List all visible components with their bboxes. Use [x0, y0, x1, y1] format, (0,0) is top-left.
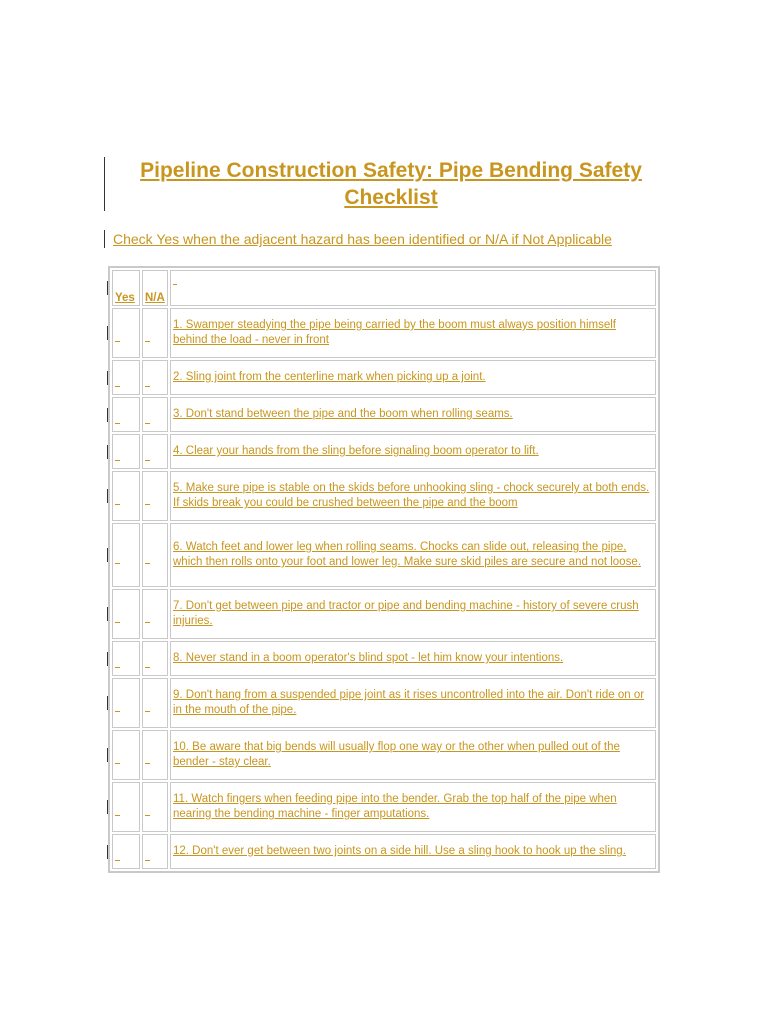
header-item-cell: [170, 270, 656, 306]
checklist-row: [112, 678, 656, 728]
na-checkbox[interactable]: [145, 376, 150, 387]
header-row: [112, 270, 656, 306]
header-item-blank: [173, 274, 177, 285]
na-checkbox[interactable]: [145, 413, 150, 424]
na-checkbox[interactable]: [145, 331, 150, 342]
na-checkbox-cell: [142, 589, 168, 639]
header-yes-cell: [112, 270, 140, 306]
na-checkbox[interactable]: [145, 553, 150, 564]
na-checkbox[interactable]: [145, 850, 150, 861]
header-na-cell: [142, 270, 168, 306]
hazard-item-cell: [170, 834, 656, 869]
na-checkbox[interactable]: [145, 612, 150, 623]
checklist-row: [112, 523, 656, 587]
header-na[interactable]: N/A: [145, 291, 165, 304]
na-checkbox-cell: [142, 471, 168, 521]
checklist-row: [112, 730, 656, 780]
hazard-item-text[interactable]: 10. Be aware that big bends will usually flop one way or the other when pulled out of the bender - stay clear.: [173, 741, 620, 768]
hazard-item-cell: [170, 308, 656, 358]
yes-checkbox[interactable]: [115, 753, 120, 764]
checklist-row: [112, 308, 656, 358]
hazard-item-text[interactable]: 5. Make sure pipe is stable on the skids before unhooking sling - chock securely at both ends. If skids break you could be crushed between the pipe and the boom: [173, 482, 650, 509]
hazard-item-text[interactable]: 6. Watch feet and lower leg when rolling seams. Chocks can slide out, releasing the pipe, which then rolls onto your foot and lower leg. Make sure skid piles are secure and not loose.: [173, 541, 641, 568]
page-title[interactable]: Pipeline Construction Safety: Pipe Bending Safety Checklist: [140, 159, 642, 209]
header-yes[interactable]: Yes: [115, 291, 135, 304]
na-checkbox-cell: [142, 434, 168, 469]
hazard-item-text[interactable]: 1. Swamper steadying the pipe being carried by the boom must always position himself behind the load - never in front: [173, 319, 616, 346]
yes-checkbox-cell: [112, 641, 140, 676]
yes-checkbox-cell: [112, 730, 140, 780]
hazard-item-cell: [170, 589, 656, 639]
checklist-row: [112, 834, 656, 869]
na-checkbox[interactable]: [145, 494, 150, 505]
na-checkbox-cell: [142, 523, 168, 587]
hazard-item-cell: [170, 360, 656, 395]
hazard-item-cell: [170, 471, 656, 521]
hazard-item-cell: [170, 523, 656, 587]
yes-checkbox[interactable]: [115, 413, 120, 424]
hazard-item-text[interactable]: 2. Sling joint from the centerline mark when picking up a joint.: [173, 371, 486, 383]
checklist-table: [108, 266, 660, 873]
title-block: [104, 157, 671, 211]
yes-checkbox-cell: [112, 308, 140, 358]
checklist-row: [112, 434, 656, 469]
yes-checkbox[interactable]: [115, 494, 120, 505]
yes-checkbox[interactable]: [115, 612, 120, 623]
instructions-block: [104, 230, 693, 248]
hazard-item-cell: [170, 434, 656, 469]
na-checkbox[interactable]: [145, 701, 150, 712]
yes-checkbox[interactable]: [115, 805, 120, 816]
hazard-item-text[interactable]: 7. Don't get between pipe and tractor or pipe and bending machine - history of severe crush injuries.: [173, 600, 639, 627]
yes-checkbox[interactable]: [115, 450, 120, 461]
yes-checkbox[interactable]: [115, 850, 120, 861]
yes-checkbox-cell: [112, 523, 140, 587]
yes-checkbox-cell: [112, 782, 140, 832]
hazard-item-cell: [170, 782, 656, 832]
yes-checkbox-cell: [112, 678, 140, 728]
yes-checkbox[interactable]: [115, 657, 120, 668]
checklist-row: [112, 782, 656, 832]
na-checkbox[interactable]: [145, 657, 150, 668]
na-checkbox-cell: [142, 730, 168, 780]
hazard-item-text[interactable]: 8. Never stand in a boom operator's blind spot - let him know your intentions.: [173, 652, 564, 664]
yes-checkbox[interactable]: [115, 553, 120, 564]
yes-checkbox[interactable]: [115, 331, 120, 342]
yes-checkbox-cell: [112, 471, 140, 521]
na-checkbox-cell: [142, 397, 168, 432]
hazard-item-text[interactable]: 12. Don't ever get between two joints on a side hill. Use a sling hook to hook up the sling.: [173, 845, 626, 857]
checklist-row: [112, 471, 656, 521]
na-checkbox-cell: [142, 308, 168, 358]
na-checkbox-cell: [142, 834, 168, 869]
yes-checkbox-cell: [112, 834, 140, 869]
hazard-item-cell: [170, 730, 656, 780]
instructions-text[interactable]: Check Yes when the adjacent hazard has been identified or N/A if Not Applicable: [113, 231, 612, 247]
hazard-item-cell: [170, 397, 656, 432]
na-checkbox[interactable]: [145, 805, 150, 816]
checklist-row: [112, 397, 656, 432]
hazard-item-text[interactable]: 11. Watch fingers when feeding pipe into the bender. Grab the top half of the pipe when nearing the bending machine - finger amputations.: [173, 793, 617, 820]
hazard-item-text[interactable]: 9. Don't hang from a suspended pipe joint as it rises uncontrolled into the air. Don't ride on or in the mouth of the pipe.: [173, 689, 645, 716]
yes-checkbox[interactable]: [115, 701, 120, 712]
na-checkbox-cell: [142, 678, 168, 728]
na-checkbox-cell: [142, 641, 168, 676]
hazard-item-text[interactable]: 3. Don't stand between the pipe and the boom when rolling seams.: [173, 408, 513, 420]
hazard-item-cell: [170, 641, 656, 676]
na-checkbox[interactable]: [145, 450, 150, 461]
yes-checkbox-cell: [112, 397, 140, 432]
yes-checkbox-cell: [112, 434, 140, 469]
hazard-item-cell: [170, 678, 656, 728]
na-checkbox[interactable]: [145, 753, 150, 764]
checklist-row: [112, 641, 656, 676]
yes-checkbox[interactable]: [115, 376, 120, 387]
checklist-row: [112, 360, 656, 395]
na-checkbox-cell: [142, 782, 168, 832]
yes-checkbox-cell: [112, 360, 140, 395]
hazard-item-text[interactable]: 4. Clear your hands from the sling before signaling boom operator to lift.: [173, 445, 539, 457]
checklist-row: [112, 589, 656, 639]
na-checkbox-cell: [142, 360, 168, 395]
yes-checkbox-cell: [112, 589, 140, 639]
